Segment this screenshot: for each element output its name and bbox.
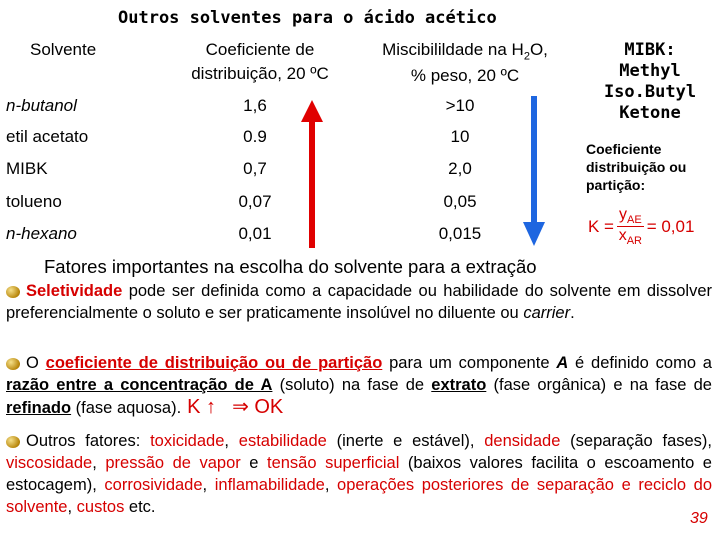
formula-fraction <box>617 206 644 247</box>
formula-value: = 0,01 <box>646 216 695 236</box>
ok-marker: ⇒ OK <box>232 396 284 418</box>
mibk-note <box>588 40 712 124</box>
bullet-icon <box>6 358 20 370</box>
paragraph-outros-fatores: Outros fatores: toxicidade, estabilidade (inerte e estável), densidade (separação fases), viscosidade, pressão de vapor e tensão superficial (baixos valores facilita o escoamento e estocagem), corrosividade, inflamabilidade, operações posteriores de separação e reciclo do solvente, custos etc. <box>6 432 713 516</box>
slide-title: Outros solventes para o ácido acético <box>118 8 497 28</box>
red-up-arrow <box>300 100 324 250</box>
mibk-line1: Methyl <box>619 61 681 81</box>
term-coeficiente: coeficiente de distribuição ou de partição <box>45 354 383 372</box>
row-solvent-mibk: MIBK <box>6 159 48 178</box>
row-coef-etilacetato: 0.9 <box>243 127 267 146</box>
row-coef-mibk: 0,7 <box>243 159 267 178</box>
header-coef-line1: Coeficiente de <box>205 40 315 59</box>
row-solvent-tolueno: tolueno <box>6 192 62 211</box>
row-misc-mibk: 2,0 <box>448 159 472 178</box>
paragraph-coeficiente: O coeficiente de distribuição ou de partição para um componente A é definido como a razão entre a concentração de A (soluto) na fase de extrato (fase orgânica) e na fase de refinado (fase aquosa). K ↑ ⇒ OK <box>6 354 712 418</box>
mibk-line3: Ketone <box>619 103 681 123</box>
formula-denominator: $x_{AR}$ <box>618 227 642 248</box>
coef-note <box>586 140 686 194</box>
row-solvent-nhexano: n-hexano <box>6 224 77 243</box>
header-miscibilidade <box>352 40 578 86</box>
coef-line1: Coeficiente <box>586 141 662 157</box>
row-solvent-nbutanol: n-butanol <box>6 96 77 115</box>
formula-numerator: $y_{AE}$ <box>619 206 642 227</box>
row-misc-etilacetato: 10 <box>450 127 470 146</box>
header-solvente: Solvente <box>30 40 97 59</box>
coef-line2: distribuição ou <box>586 159 687 175</box>
k-up-marker: K ↑ <box>187 396 217 418</box>
mibk-line2: Iso.Butyl <box>603 82 697 102</box>
header-misc-line1: Miscibilildade na $H_2O$, <box>382 40 548 63</box>
row-coef-nbutanol: 1,6 <box>243 96 267 115</box>
row-coef-tolueno: 0,07 <box>238 192 272 211</box>
section-heading: Fatores importantes na escolha do solvente para a extração <box>44 256 537 277</box>
row-misc-nbutanol: >10 <box>445 96 475 115</box>
coef-line3: partição: <box>586 177 646 193</box>
page-number: 39 <box>690 510 708 527</box>
paragraph-seletividade: Seletividade pode ser definida como a capacidade ou habilidade do solvente em dissolver preferencialmente o soluto e ser praticamente insolúvel no diluente ou carrier. <box>6 282 712 322</box>
row-coef-nhexano: 0,01 <box>238 224 272 243</box>
blue-down-arrow <box>522 96 546 246</box>
bullet-icon <box>6 286 20 298</box>
header-coeficiente <box>160 40 360 84</box>
header-misc-line2: % peso, 20 ºC <box>410 66 520 86</box>
term-seletividade: Seletividade <box>26 282 123 300</box>
row-misc-tolueno: 0,05 <box>443 192 477 211</box>
row-misc-nhexano: 0,015 <box>438 224 482 243</box>
formula-k: K = <box>588 216 614 236</box>
bullet-icon <box>6 436 20 448</box>
mibk-title: MIBK: <box>624 40 676 60</box>
header-coef-line2: distribuição, 20 ºC <box>191 64 329 83</box>
row-solvent-etilacetato: etil acetato <box>6 127 89 146</box>
k-formula <box>588 206 694 247</box>
